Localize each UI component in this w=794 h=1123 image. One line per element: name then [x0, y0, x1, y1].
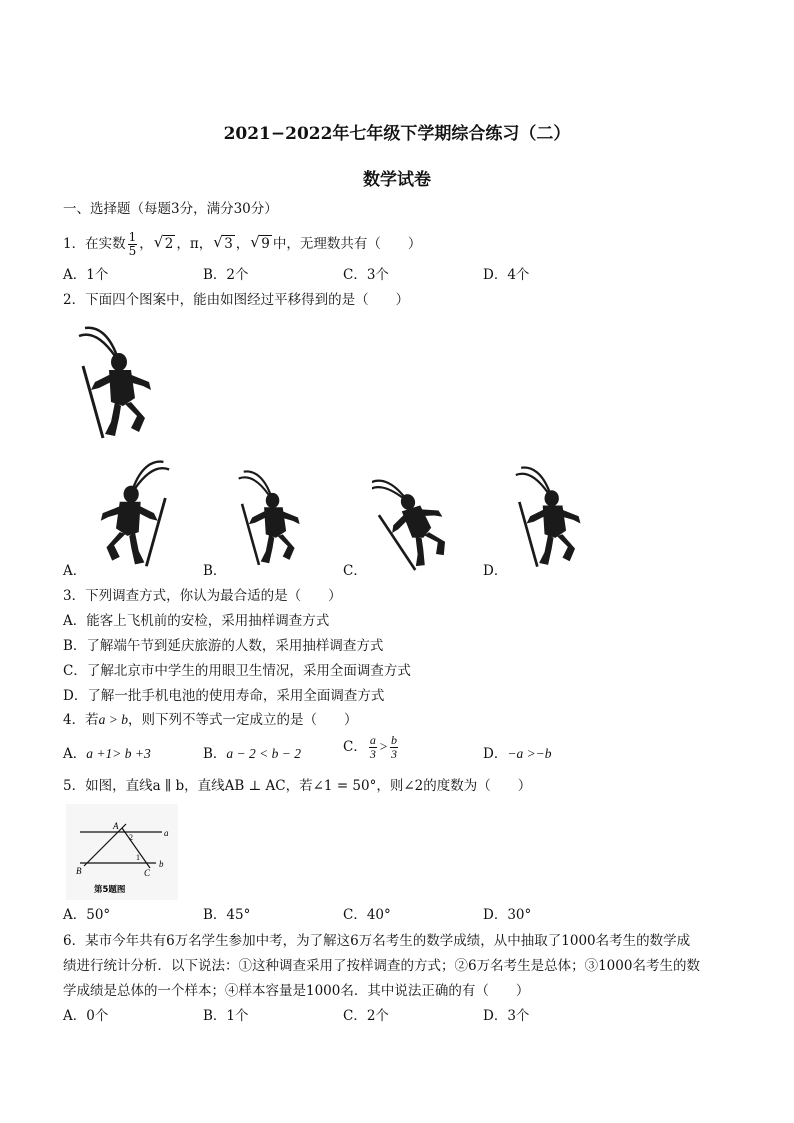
- q5-option-c: C．40°: [343, 907, 391, 923]
- question-6-line-3: 学成绩是总体的一个样本；④样本容量是1000名．其中说法正确的有（ ）: [63, 983, 530, 999]
- q3-option-d: D．了解一批手机电池的使用寿命，采用全面调查方式: [63, 688, 385, 704]
- monkey-figure-option-b: [230, 470, 310, 570]
- question-6-line-2: 绩进行统计分析．以下说法：①这种调查采用了按样调查的方式；②6万名考生是总体；③1000名考生的数: [63, 958, 700, 974]
- q5-option-a: A．50°: [63, 907, 111, 923]
- figure-caption: 第5题图: [94, 885, 126, 895]
- q6-option-a: A．0个: [63, 1008, 109, 1024]
- question-3-stem: 3．下列调查方式，你认为最合适的是（ ）: [63, 588, 342, 604]
- monkey-figure-option-a: [88, 460, 180, 572]
- q6-option-d: D．3个: [483, 1008, 530, 1024]
- q1-option-c: C．3个: [343, 267, 389, 283]
- q2-option-d: D．: [483, 563, 508, 579]
- monkey-figure-option-d: [508, 466, 590, 572]
- q6-option-b: B．1个: [203, 1008, 249, 1024]
- section-heading: 一、选择题（每题3分，满分30分）: [63, 201, 278, 217]
- q5-geometry-figure: [66, 804, 178, 900]
- angle-2-label: 2: [129, 833, 133, 842]
- q5-option-d: D．30°: [483, 907, 532, 923]
- q6-option-c: C．2个: [343, 1008, 389, 1024]
- question-2-stem: 2．下面四个图案中，能由如图经过平移得到的是（ ）: [63, 292, 410, 308]
- q4-option-a: A．a +1> b +3: [63, 746, 151, 762]
- monkey-king-original-figure: [66, 326, 166, 444]
- q2-option-b: B．: [203, 563, 227, 579]
- q2-option-a: A．: [63, 563, 87, 579]
- q4-option-c: C． $\frac{a}{3}$ > $\frac{b}{3}$: [343, 733, 397, 761]
- line-a-label: a: [164, 828, 169, 838]
- q1-option-b: B．2个: [203, 267, 249, 283]
- exam-title: 2021−2022年七年级下学期综合练习（二）: [223, 124, 571, 144]
- q3-option-c: C．了解北京市中学生的用眼卫生情况，采用全面调查方式: [63, 663, 411, 679]
- angle-1-label: 1: [136, 853, 140, 862]
- q3-option-a: A．能客上飞机前的安检，采用抽样调查方式: [63, 613, 330, 629]
- q1-option-a: A．1个: [63, 267, 109, 283]
- q4-option-d: D．−a >−b: [483, 746, 552, 762]
- question-5-stem: 5．如图，直线a ∥ b，直线AB ⊥ AC，若∠1 = 50°，则∠2的度数为（ ）: [63, 778, 532, 794]
- point-b-label: B: [76, 866, 82, 876]
- line-b-label: b: [159, 859, 164, 869]
- question-4-stem: 4．若a > b，则下列不等式一定成立的是（ ）: [63, 712, 358, 728]
- question-6-line-1: 6．某市今年共有6万名学生参加中考，为了解这6万名考生的数学成绩，从中抽取了1000名考生的数学成: [63, 933, 691, 949]
- exam-subtitle: 数学试卷: [363, 170, 431, 190]
- q2-option-c: C．: [343, 563, 367, 579]
- question-1-stem: 1．在实数 $\frac{1}{5}$ ， √ 2 ，π， √ 3 ， √ 9 中，无理数共有（ ）: [63, 230, 422, 258]
- q4-option-b: B．a − 2 < b − 2: [203, 746, 302, 762]
- q1-option-d: D．4个: [483, 267, 530, 283]
- monkey-figure-option-c: [372, 470, 452, 574]
- point-c-label: C: [144, 868, 151, 878]
- point-a-label: A: [113, 821, 119, 831]
- q3-option-b: B．了解端午节到延庆旅游的人数，采用抽样调查方式: [63, 638, 384, 654]
- q5-option-b: B．45°: [203, 907, 251, 923]
